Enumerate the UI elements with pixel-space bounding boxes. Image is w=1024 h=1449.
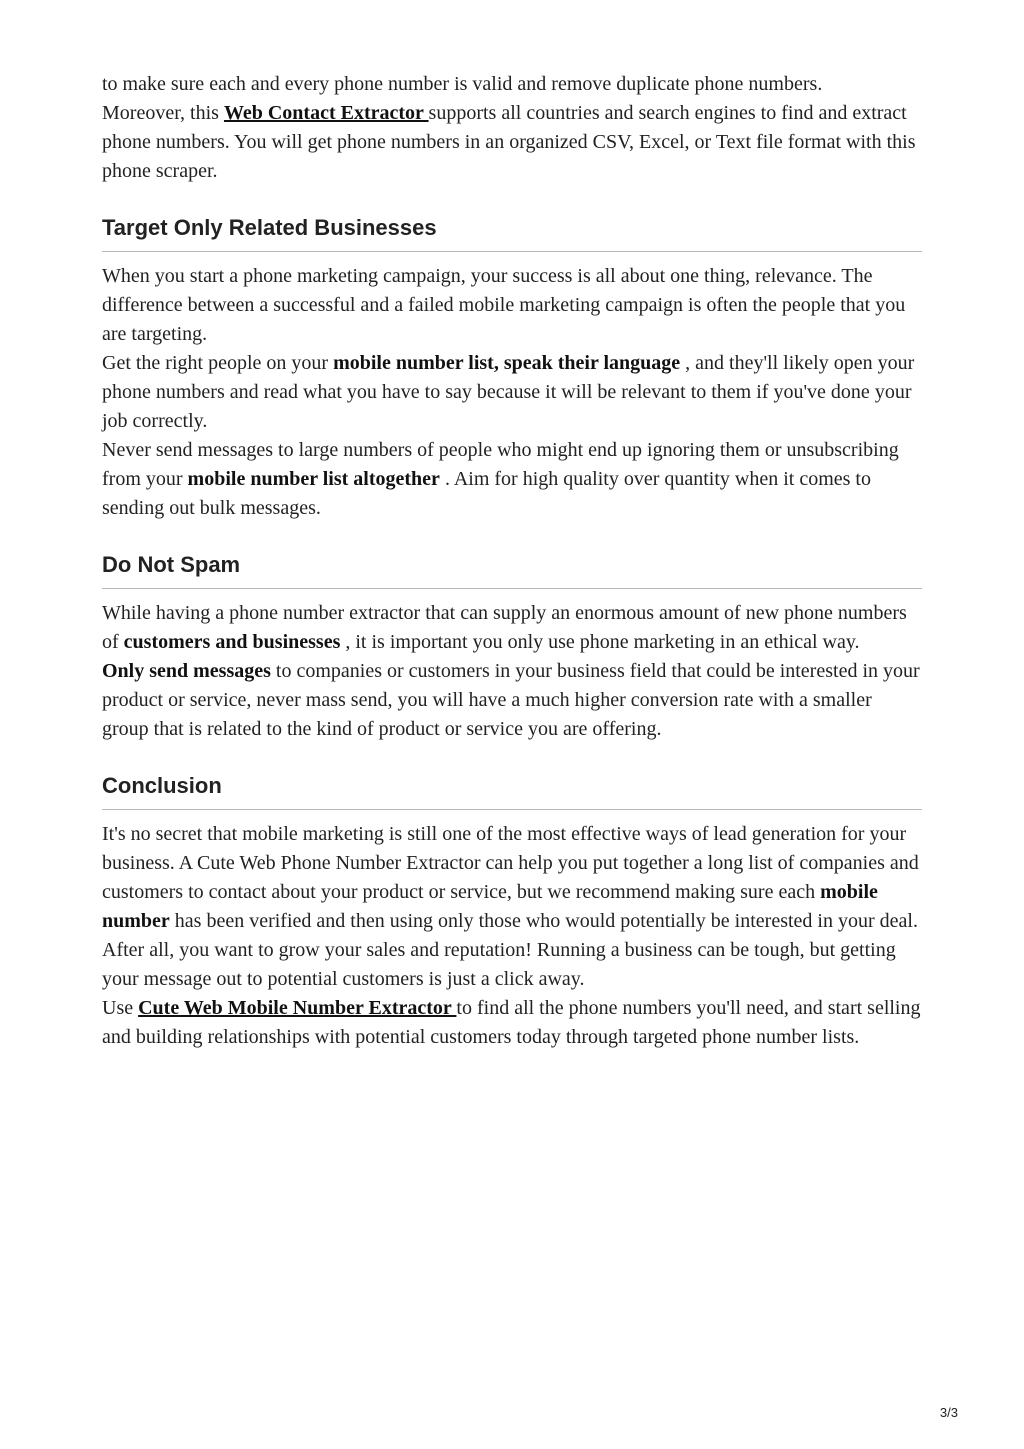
section-heading: Do Not Spam	[102, 552, 922, 589]
intro-paragraph-2: Moreover, this Web Contact Extractor supports all countries and search engines to find and extract phone numbers. You will get phone numbers in an organized CSV, Excel, or Text file format with this phone scraper.	[102, 102, 916, 182]
document-body	[102, 70, 922, 1052]
bold-phrase: Only send messages	[102, 660, 271, 682]
paragraph: Never send messages to large numbers of people who might end up ignoring them or unsubscribing from your mobile number list altogether . Aim for high quality over quantity when it comes to sending out bulk messages.	[102, 439, 899, 519]
section-do-not-spam	[102, 552, 922, 744]
bold-phrase: mobile number list altogether	[187, 468, 440, 490]
paragraph: Use Cute Web Mobile Number Extractor to find all the phone numbers you'll need, and start selling and building relationships with potential customers today through targeted phone number lists.	[102, 997, 921, 1048]
paragraph: After all, you want to grow your sales and reputation! Running a business can be tough, but getting your message out to potential customers is just a click away.	[102, 939, 896, 990]
section-target-businesses	[102, 215, 922, 523]
bold-phrase: customers and businesses	[123, 631, 341, 653]
paragraph: Only send messages to companies or customers in your business field that could be interested in your product or service, never mass send, you will have a much higher conversion rate with a smaller group that is related to the kind of product or service you are offering.	[102, 660, 920, 740]
page-number: 3/3	[939, 1405, 958, 1420]
web-contact-extractor-link[interactable]: Web Contact Extractor	[223, 102, 429, 124]
paragraph: When you start a phone marketing campaign, your success is all about one thing, relevance. The difference between a successful and a failed mobile marketing campaign is often the people that you are targeting.	[102, 265, 906, 345]
paragraph: While having a phone number extractor that can supply an enormous amount of new phone numbers of customers and businesses , it is important you only use phone marketing in an ethical way.	[102, 602, 907, 653]
bold-phrase: mobile number list, speak their language	[333, 352, 681, 374]
paragraph: Get the right people on your mobile number list, speak their language , and they'll likely open your phone numbers and read what you have to say because it will be relevant to them if you've done your job correctly.	[102, 352, 915, 432]
section-body	[102, 599, 922, 744]
intro-block	[102, 70, 922, 186]
mobile-number-extractor-link[interactable]: Cute Web Mobile Number Extractor	[138, 997, 457, 1019]
section-conclusion	[102, 773, 922, 1052]
bold-phrase: mobile number	[102, 881, 878, 932]
section-heading: Conclusion	[102, 773, 922, 810]
section-heading: Target Only Related Businesses	[102, 215, 922, 252]
section-body	[102, 820, 922, 1052]
intro-paragraph-1: to make sure each and every phone number is valid and remove duplicate phone numbers.	[102, 73, 823, 95]
paragraph: It's no secret that mobile marketing is still one of the most effective ways of lead generation for your business. A Cute Web Phone Number Extractor can help you put together a long list of companies and customers to contact about your product or service, but we recommend making sure each mobile number has been verified and then using only those who would potentially be interested in your deal.	[102, 823, 919, 932]
section-body	[102, 262, 922, 523]
